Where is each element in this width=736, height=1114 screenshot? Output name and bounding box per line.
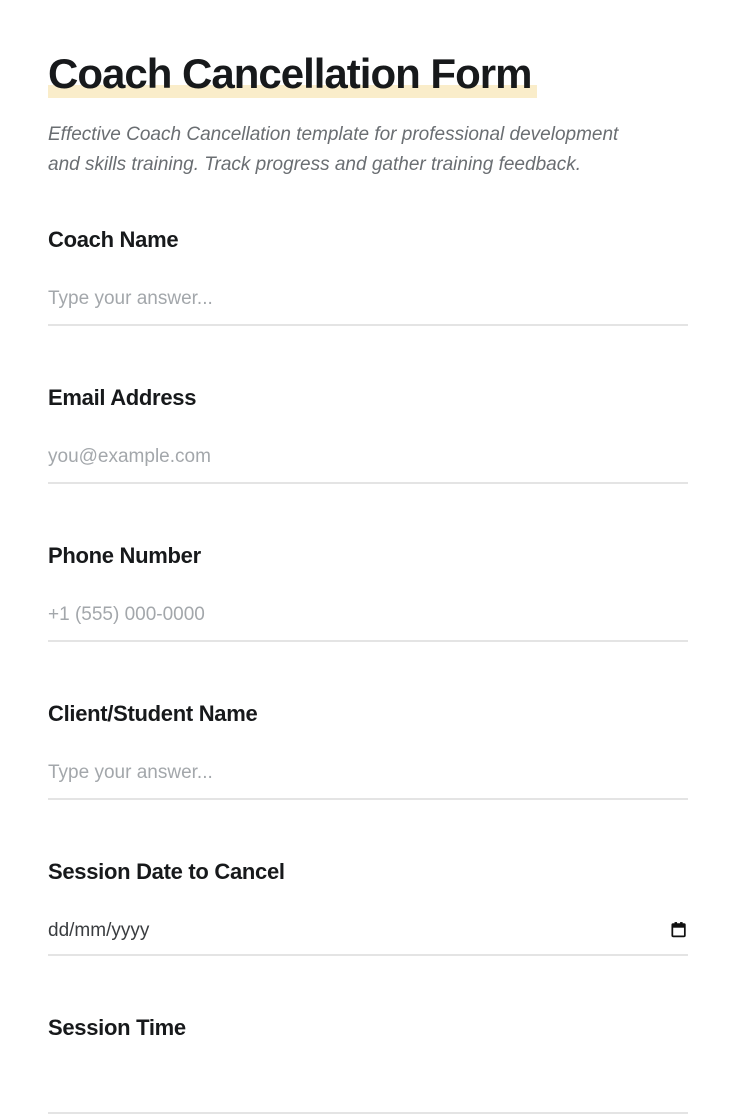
field-email-address	[48, 384, 688, 484]
phone-number-input[interactable]	[48, 604, 688, 642]
session-date-label: Session Date to Cancel	[48, 859, 285, 884]
coach-name-label: Coach Name	[48, 227, 179, 252]
field-client-student-name	[48, 700, 688, 800]
field-coach-name	[48, 226, 688, 326]
email-address-label: Email Address	[48, 385, 197, 410]
phone-number-label: Phone Number	[48, 543, 201, 568]
coach-name-input[interactable]	[48, 288, 688, 326]
page-title: Coach Cancellation Form	[48, 50, 532, 97]
form-fields	[48, 226, 688, 1114]
calendar-icon[interactable]	[668, 920, 688, 940]
session-time-input[interactable]	[48, 1076, 688, 1114]
field-session-date	[48, 858, 688, 956]
field-phone-number	[48, 542, 688, 642]
session-time-label: Session Time	[48, 1015, 186, 1040]
email-address-input[interactable]	[48, 446, 688, 484]
session-date-text-input[interactable]	[48, 920, 668, 942]
form-description: Effective Coach Cancellation template for professional development and skills training. Track progress and gather training feedback.	[48, 124, 619, 175]
client-student-name-label: Client/Student Name	[48, 701, 258, 726]
client-student-name-input[interactable]	[48, 762, 688, 800]
session-date-input[interactable]	[48, 920, 688, 956]
field-session-time	[48, 1014, 688, 1114]
